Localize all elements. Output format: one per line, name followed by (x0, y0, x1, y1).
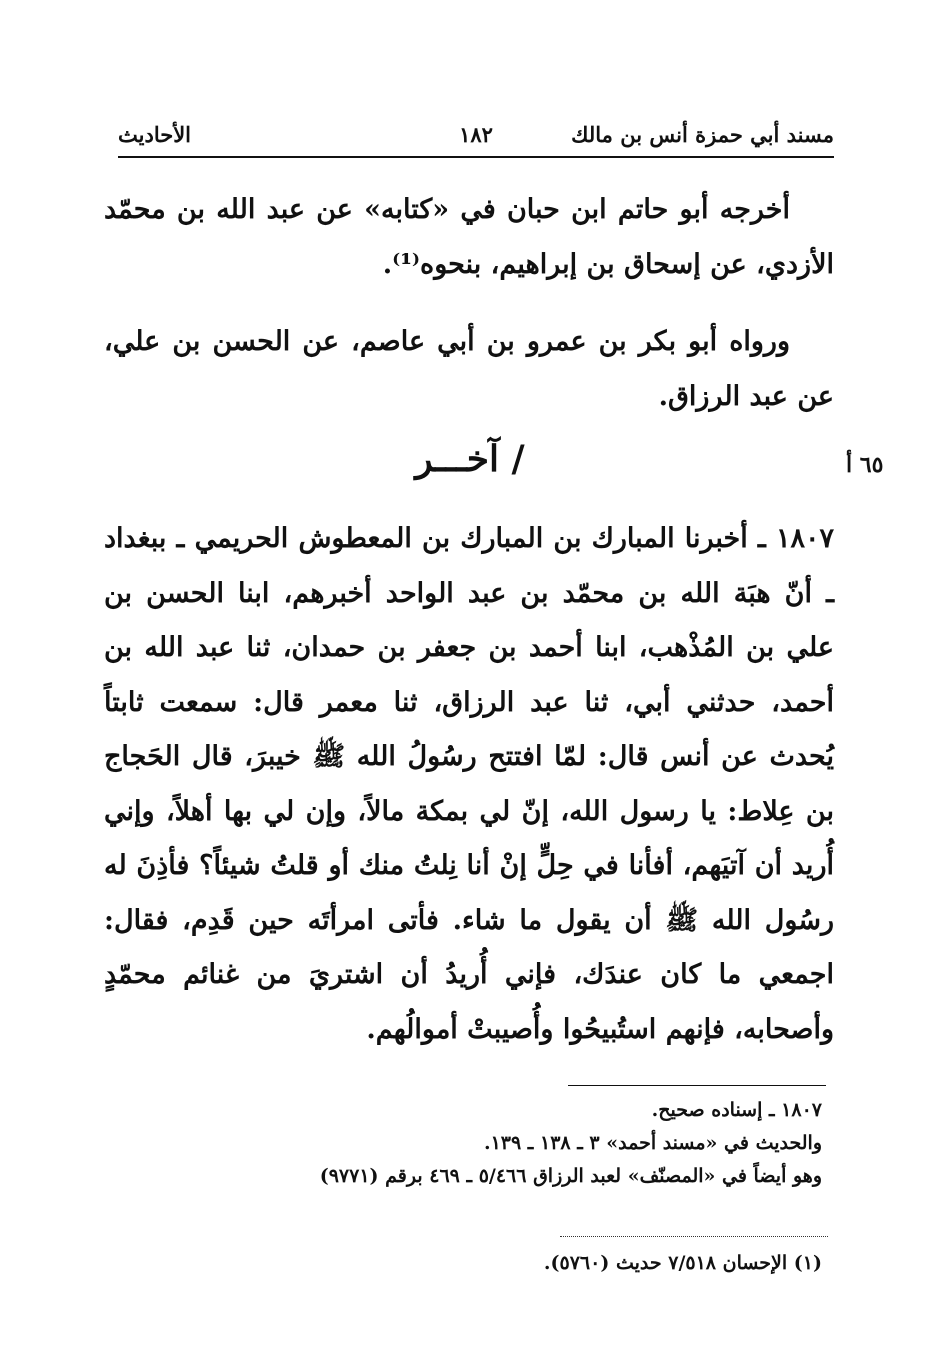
book-title: مسند أبي حمزة أنس بن مالك (571, 122, 834, 147)
page-number: ١٨٢ (459, 122, 493, 147)
paragraph-2 (104, 314, 834, 424)
margin-note: ٦٥ أ (846, 452, 884, 478)
paragraph-2-text: ورواه أبو بكر بن عمرو بن أبي عاصم، عن الحسن بن علي، عن عبد الرزاق. (104, 326, 834, 412)
footnote-1: (١) الإحسان ٧/٥١٨ حديث (٥٧٦٠). (543, 1252, 822, 1274)
section-label: الأحاديث (118, 122, 192, 147)
running-header (118, 118, 834, 158)
footnote-line-2: والحديث في «مسند أحمد» ٣ ـ ١٣٨ ـ ١٣٩. (483, 1132, 822, 1154)
footnote-dotted-rule (560, 1236, 828, 1237)
hadith-1807-text: ١٨٠٧ ـ أخبرنا المبارك بن المبارك بن المعطوش الحريمي ـ ببغداد ـ أنّ هبَة الله بن محمّد بن عبد الواحد أخبرهم، ابنا الحسن بن علي بن المُذْهب، ابنا أحمد بن جعفر بن حمدان، ثنا عبد الله بن أحمد، حدثني أبي، ثنا عبد الرزاق، ثنا معمر قال: سمعت ثابتاً يُحدث عن أنس قال: لمّا افتتح رسُولُ الله ﷺ خيبرَ، قال الحَجاج بن عِلاط: يا رسول الله، إنّ لي بمكة مالاً، وإن لي بها أهلاً، وإني أُريد أن آتيَهم، أفأنا في حِلٍّ إنْ أنا نِلتُ منك أو قلتُ شيئاً؟ فأذِنَ له رسُول الله ﷺ أن يقول ما شاء. فأتى امرأتَه حين قَدِم، فقال: اجمعي ما كان عندَك، فإني أُريدُ أن اشتريَ من غنائم محمّدٍ وأصحابه، فإنهم استُبيحُوا وأُصيبتْ أموالُهم. (104, 523, 834, 1045)
footnotes (162, 1094, 822, 1193)
footnote-line-1: ١٨٠٧ ـ إسناده صحيح. (651, 1099, 822, 1121)
paragraph-1-text: أخرجه أبو حاتم ابن حبان في «كتابه» عن عبد الله بن محمّد الأزدي، عن إسحاق بن إبراهيم، بنحوه⁽¹⁾. (104, 194, 834, 280)
section-title: / آخـــر (415, 438, 525, 480)
footnote-rule (568, 1085, 826, 1086)
hadith-1807 (104, 512, 834, 1057)
footnote-line-3: وهو أيضاً في «المصنّف» لعبد الرزاق ٥/٤٦٦ ـ ٤٦٩ برقم (٩٧٧١) (319, 1165, 822, 1187)
header-rule (118, 156, 834, 158)
paragraph-1 (104, 182, 834, 292)
